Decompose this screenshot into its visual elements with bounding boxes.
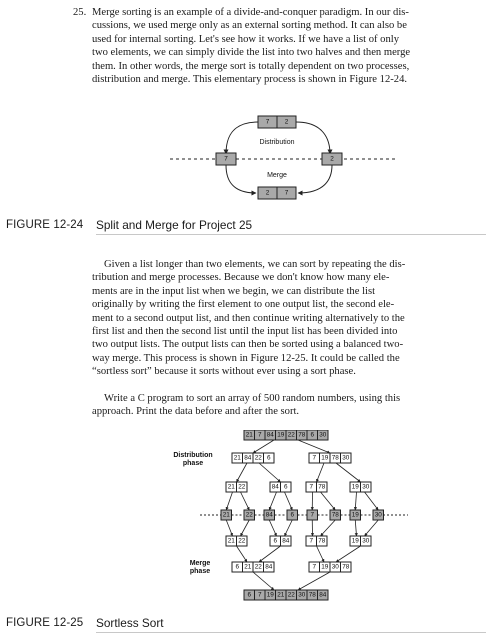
text-line: ment to a second output list, and then continue writing alternatively to the: [92, 312, 405, 324]
connector-arrow: [241, 492, 250, 510]
cell-value: 22: [245, 511, 253, 519]
distribution-phase-label: Distribution: [173, 452, 213, 459]
single-element: [330, 510, 341, 520]
connector-arrow: [259, 463, 281, 482]
cell-value: 84: [271, 483, 279, 491]
input-array: [244, 430, 328, 440]
connector-arrow: [237, 463, 248, 482]
single-element: [244, 510, 255, 520]
paragraph-description: [92, 258, 478, 379]
merge-phase-label: phase: [189, 568, 211, 575]
cell-value: 84: [282, 537, 290, 545]
cell-value: 19: [351, 511, 359, 519]
cell-value: 19: [351, 483, 359, 491]
cell-value: 7: [265, 118, 270, 126]
arrow-left-down: [226, 122, 258, 154]
merged-pair: [306, 536, 327, 546]
cell-value: 6: [247, 591, 252, 599]
cell-value: 84: [319, 591, 327, 599]
text-line: Given a list longer than two elements, we can sort by repeating the dis-: [104, 259, 406, 270]
cell-value: 21: [277, 591, 285, 599]
cell-value: 7: [257, 431, 262, 439]
cell-value: 78: [308, 591, 316, 599]
connector-arrow: [285, 520, 293, 536]
merge-phase-label: Merge: [189, 560, 211, 567]
merged-pair: [226, 536, 247, 546]
text-line: distribution and merge. This elementary process is shown in Figure 12-24.: [92, 74, 408, 86]
connector-arrow: [253, 572, 274, 590]
text-line: way merge. This process is shown in Figure 12-25. It could be called the: [92, 352, 400, 364]
cell-value: 21: [227, 537, 235, 545]
merged-list: [232, 562, 274, 572]
connector-arrow: [226, 520, 232, 536]
cell-value: 22: [238, 537, 246, 545]
distribution-list: [232, 453, 274, 463]
connector-arrow: [259, 546, 281, 562]
cell-value: 30: [298, 591, 306, 599]
single-element: [221, 510, 232, 520]
distribution-pair: [306, 482, 327, 492]
cell-value: 7: [257, 591, 262, 599]
figure-title: Sortless Sort: [96, 616, 164, 630]
cell-value: 22: [238, 483, 246, 491]
connector-arrow: [321, 492, 336, 510]
text-line: ments are in the input list when we begin, we can distribute the list: [92, 285, 376, 297]
cell-value: 30: [374, 511, 382, 519]
cell-value: 84: [265, 563, 273, 571]
cell-value: 6: [266, 454, 271, 462]
cell-value: 84: [244, 454, 252, 462]
distribution-phase-label: phase: [182, 460, 204, 467]
distribution-pair: [270, 482, 291, 492]
text-line: originally by writing the first element to one output list, the second ele-: [92, 299, 395, 311]
figure-number: FIGURE 12-24: [6, 219, 84, 231]
connector-arrow: [336, 463, 361, 482]
cell-value: 19: [277, 431, 285, 439]
connector-arrow: [269, 492, 276, 510]
cell-value: 19: [321, 454, 329, 462]
distribution-label: Distribution: [259, 139, 295, 146]
cell-value: 22: [287, 431, 295, 439]
cell-value: 7: [312, 563, 317, 571]
cell-value: 30: [362, 483, 370, 491]
figure-number: FIGURE 12-25: [6, 617, 84, 629]
cell-value: 21: [227, 483, 235, 491]
merged-list: [309, 562, 351, 572]
connector-arrow: [298, 440, 330, 453]
merged-pair: [270, 536, 291, 546]
merged-pair: [350, 536, 371, 546]
bottom-pair-box: [258, 187, 296, 199]
text-line: cussions, we used merge only as an external sorting method. It can also be: [92, 20, 407, 32]
cell-value: 22: [287, 591, 295, 599]
cell-value: 6: [273, 537, 278, 545]
connector-arrow: [226, 492, 232, 510]
connector-arrow: [365, 520, 379, 536]
text-line: approach. Print the data before and after the sort.: [92, 406, 300, 418]
cell-value: 78: [298, 431, 306, 439]
top-pair-box: [258, 116, 296, 128]
output-array: [244, 590, 328, 600]
cell-value: 21: [245, 431, 253, 439]
single-element: [350, 510, 361, 520]
connector-arrow: [317, 546, 325, 562]
cell-value: 22: [254, 563, 262, 571]
connector-arrow: [269, 520, 276, 536]
cell-value: 6: [283, 483, 288, 491]
cell-value: 78: [318, 483, 326, 491]
connector-arrow: [253, 440, 274, 453]
cell-value: 84: [265, 511, 273, 519]
cell-value: 30: [362, 537, 370, 545]
paragraph-task: [92, 392, 478, 419]
cell-value: 6: [310, 431, 315, 439]
cell-value: 21: [222, 511, 230, 519]
arrow-right-merge: [298, 165, 332, 193]
cell-value: 7: [310, 511, 315, 519]
cell-value: 19: [351, 537, 359, 545]
cell-value: 6: [235, 563, 240, 571]
connector-arrow: [336, 546, 361, 562]
split-merge-diagram: [0, 0, 491, 225]
cell-value: 78: [331, 511, 339, 519]
text-line: them. In other words, the merge sort is totally dependent on two processes,: [92, 60, 410, 72]
text-line: two output lists. The output lists can then be sorted using a balanced two-: [92, 339, 404, 351]
connector-arrow: [241, 520, 250, 536]
cell-value: 21: [244, 563, 252, 571]
cell-value: 30: [319, 431, 327, 439]
merge-label: Merge: [267, 172, 287, 179]
connector-arrow: [285, 492, 293, 510]
cell-value: 7: [224, 155, 228, 163]
connector-arrow: [321, 520, 336, 536]
cell-value: 2: [284, 118, 289, 126]
text-line: “sortless sort” because it sorts without ever using a sort phase.: [92, 366, 356, 378]
connector-arrow: [237, 546, 248, 562]
single-element: [287, 510, 298, 520]
cell-value: 84: [266, 431, 274, 439]
connector-arrow: [298, 572, 330, 590]
arrow-left-merge: [226, 165, 256, 193]
distribution-pair: [350, 482, 371, 492]
text-line: first list and then the second list until the input list has been divided into: [92, 326, 398, 338]
cell-value: 7: [309, 537, 314, 545]
cell-value: 19: [321, 563, 329, 571]
cell-value: 22: [254, 454, 262, 462]
cell-value: 30: [331, 563, 339, 571]
cell-value: 7: [284, 189, 289, 197]
figure-title: Split and Merge for Project 25: [96, 218, 253, 232]
cell-value: 78: [331, 454, 339, 462]
text-line: used for internal sorting. Let's see how it works. If we have a list of only: [92, 33, 399, 45]
project-number: 25.: [73, 7, 87, 18]
text-line: two elements, we can simply divide the list into two halves and then merge: [92, 47, 411, 59]
connector-arrow: [317, 463, 325, 482]
text-line: Write a C program to sort an array of 500 random numbers, using this: [104, 393, 401, 404]
cell-value: 2: [265, 189, 270, 197]
sortless-sort-diagram: [0, 430, 491, 610]
single-element: [373, 510, 384, 520]
distribution-list: [309, 453, 351, 463]
cell-value: 6: [290, 511, 295, 519]
cell-value: 7: [309, 483, 314, 491]
cell-value: 78: [318, 537, 326, 545]
text-line: tribution and merge processes. Because we don't know how many ele-: [92, 272, 390, 284]
cell-value: 7: [312, 454, 317, 462]
single-element: [307, 510, 318, 520]
text-line: Merge sorting is an example of a divide-and-conquer paradigm. In our dis-: [92, 7, 409, 18]
cell-value: 21: [233, 454, 241, 462]
single-element: [264, 510, 275, 520]
connector-arrow: [365, 492, 379, 510]
cell-value: 30: [342, 454, 350, 462]
connector-arrow: [355, 492, 356, 510]
arrow-right-down: [296, 122, 330, 154]
cell-value: 19: [266, 591, 274, 599]
distribution-pair: [226, 482, 247, 492]
connector-arrow: [355, 520, 356, 536]
cell-value: 2: [330, 155, 334, 163]
cell-value: 78: [342, 563, 350, 571]
